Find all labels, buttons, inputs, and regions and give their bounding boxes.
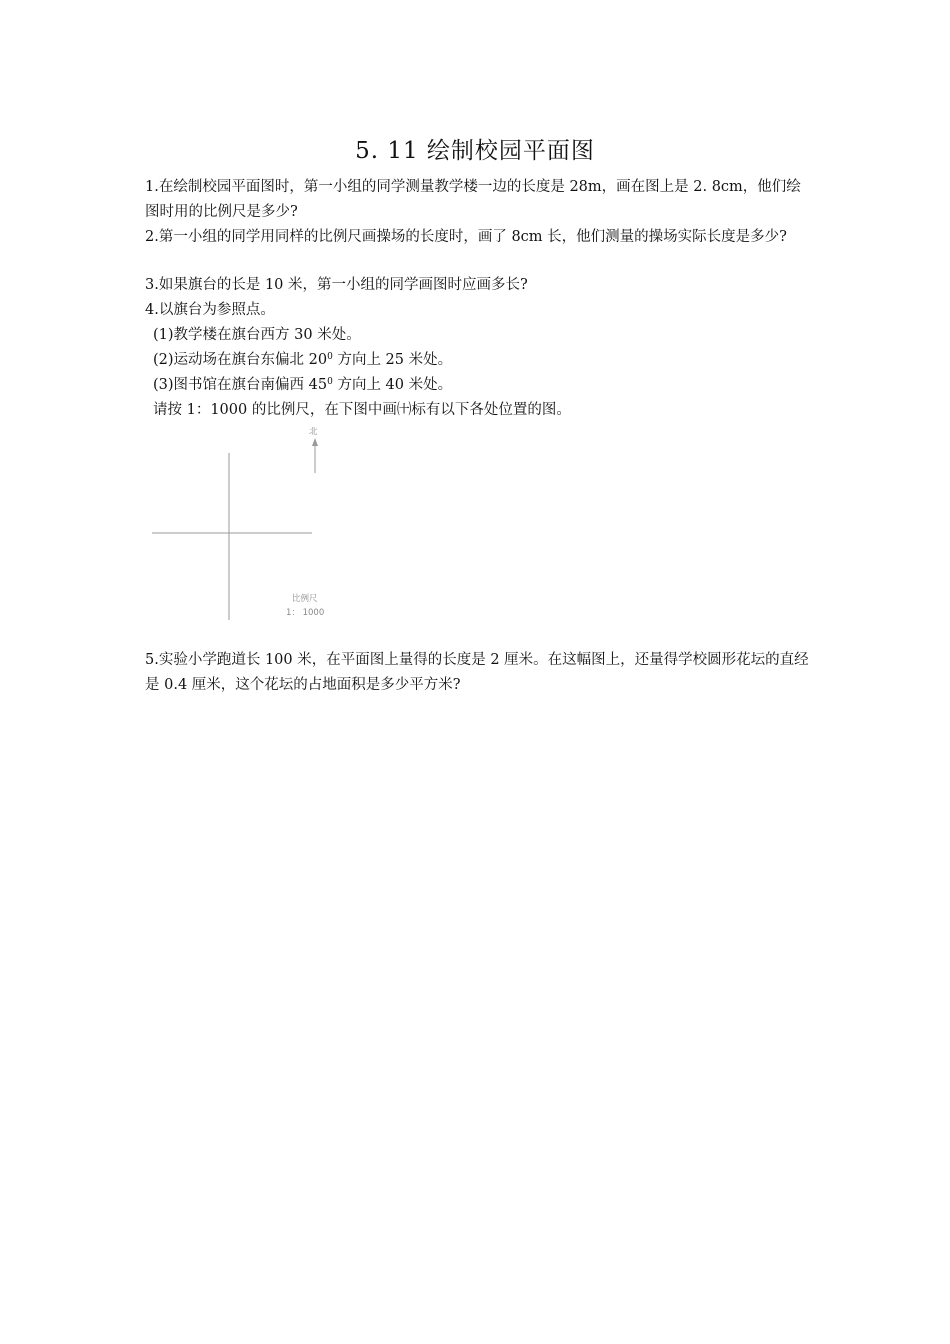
question-2: 2.第一小组的同学用同样的比例尺画操场的长度时，画了 8cm 长，他们测量的操场实际长度是多少? xyxy=(145,229,787,245)
page-title: 5. 11 绘制校园平面图 xyxy=(355,138,595,164)
question-4-item-2: (2)运动场在旗台东偏北 $20^0$ 方向上 25 米处。 xyxy=(153,352,453,368)
question-4-instruction: 请按 1：1000 的比例尺，在下图中画㈩标有以下各处位置的图。 xyxy=(153,402,571,418)
scale-label: 比例尺 xyxy=(292,594,318,604)
north-label: 北 xyxy=(309,427,318,437)
question-4-item-3: (3)图书馆在旗台南偏西 $45^0$ 方向上 40 米处。 xyxy=(153,377,453,393)
question-3: 3.如果旗台的长是 10 米，第一小组的同学画图时应画多长? xyxy=(145,277,528,293)
scale-value: 1： 1000 xyxy=(286,608,325,618)
map-figure xyxy=(140,420,340,625)
question-1: 1.在绘制校园平面图时，第一小组的同学测量教学楼一边的长度是 28m，画在图上是 2. 8cm，他们绘图时用的比例尺是多少? xyxy=(145,179,801,220)
question-4-item-1: (1)教学楼在旗台西方 30 米处。 xyxy=(153,327,361,343)
north-arrow-head-icon xyxy=(312,438,318,446)
question-5: 5.实验小学跑道长 100 米，在平面图上量得的长度是 2 厘米。在这幅图上，还量得学校圆形花坛的直经是 0.4 厘米，这个花坛的占地面积是多少平方米? xyxy=(145,652,809,693)
question-4: 4.以旗台为参照点。 xyxy=(145,302,275,318)
